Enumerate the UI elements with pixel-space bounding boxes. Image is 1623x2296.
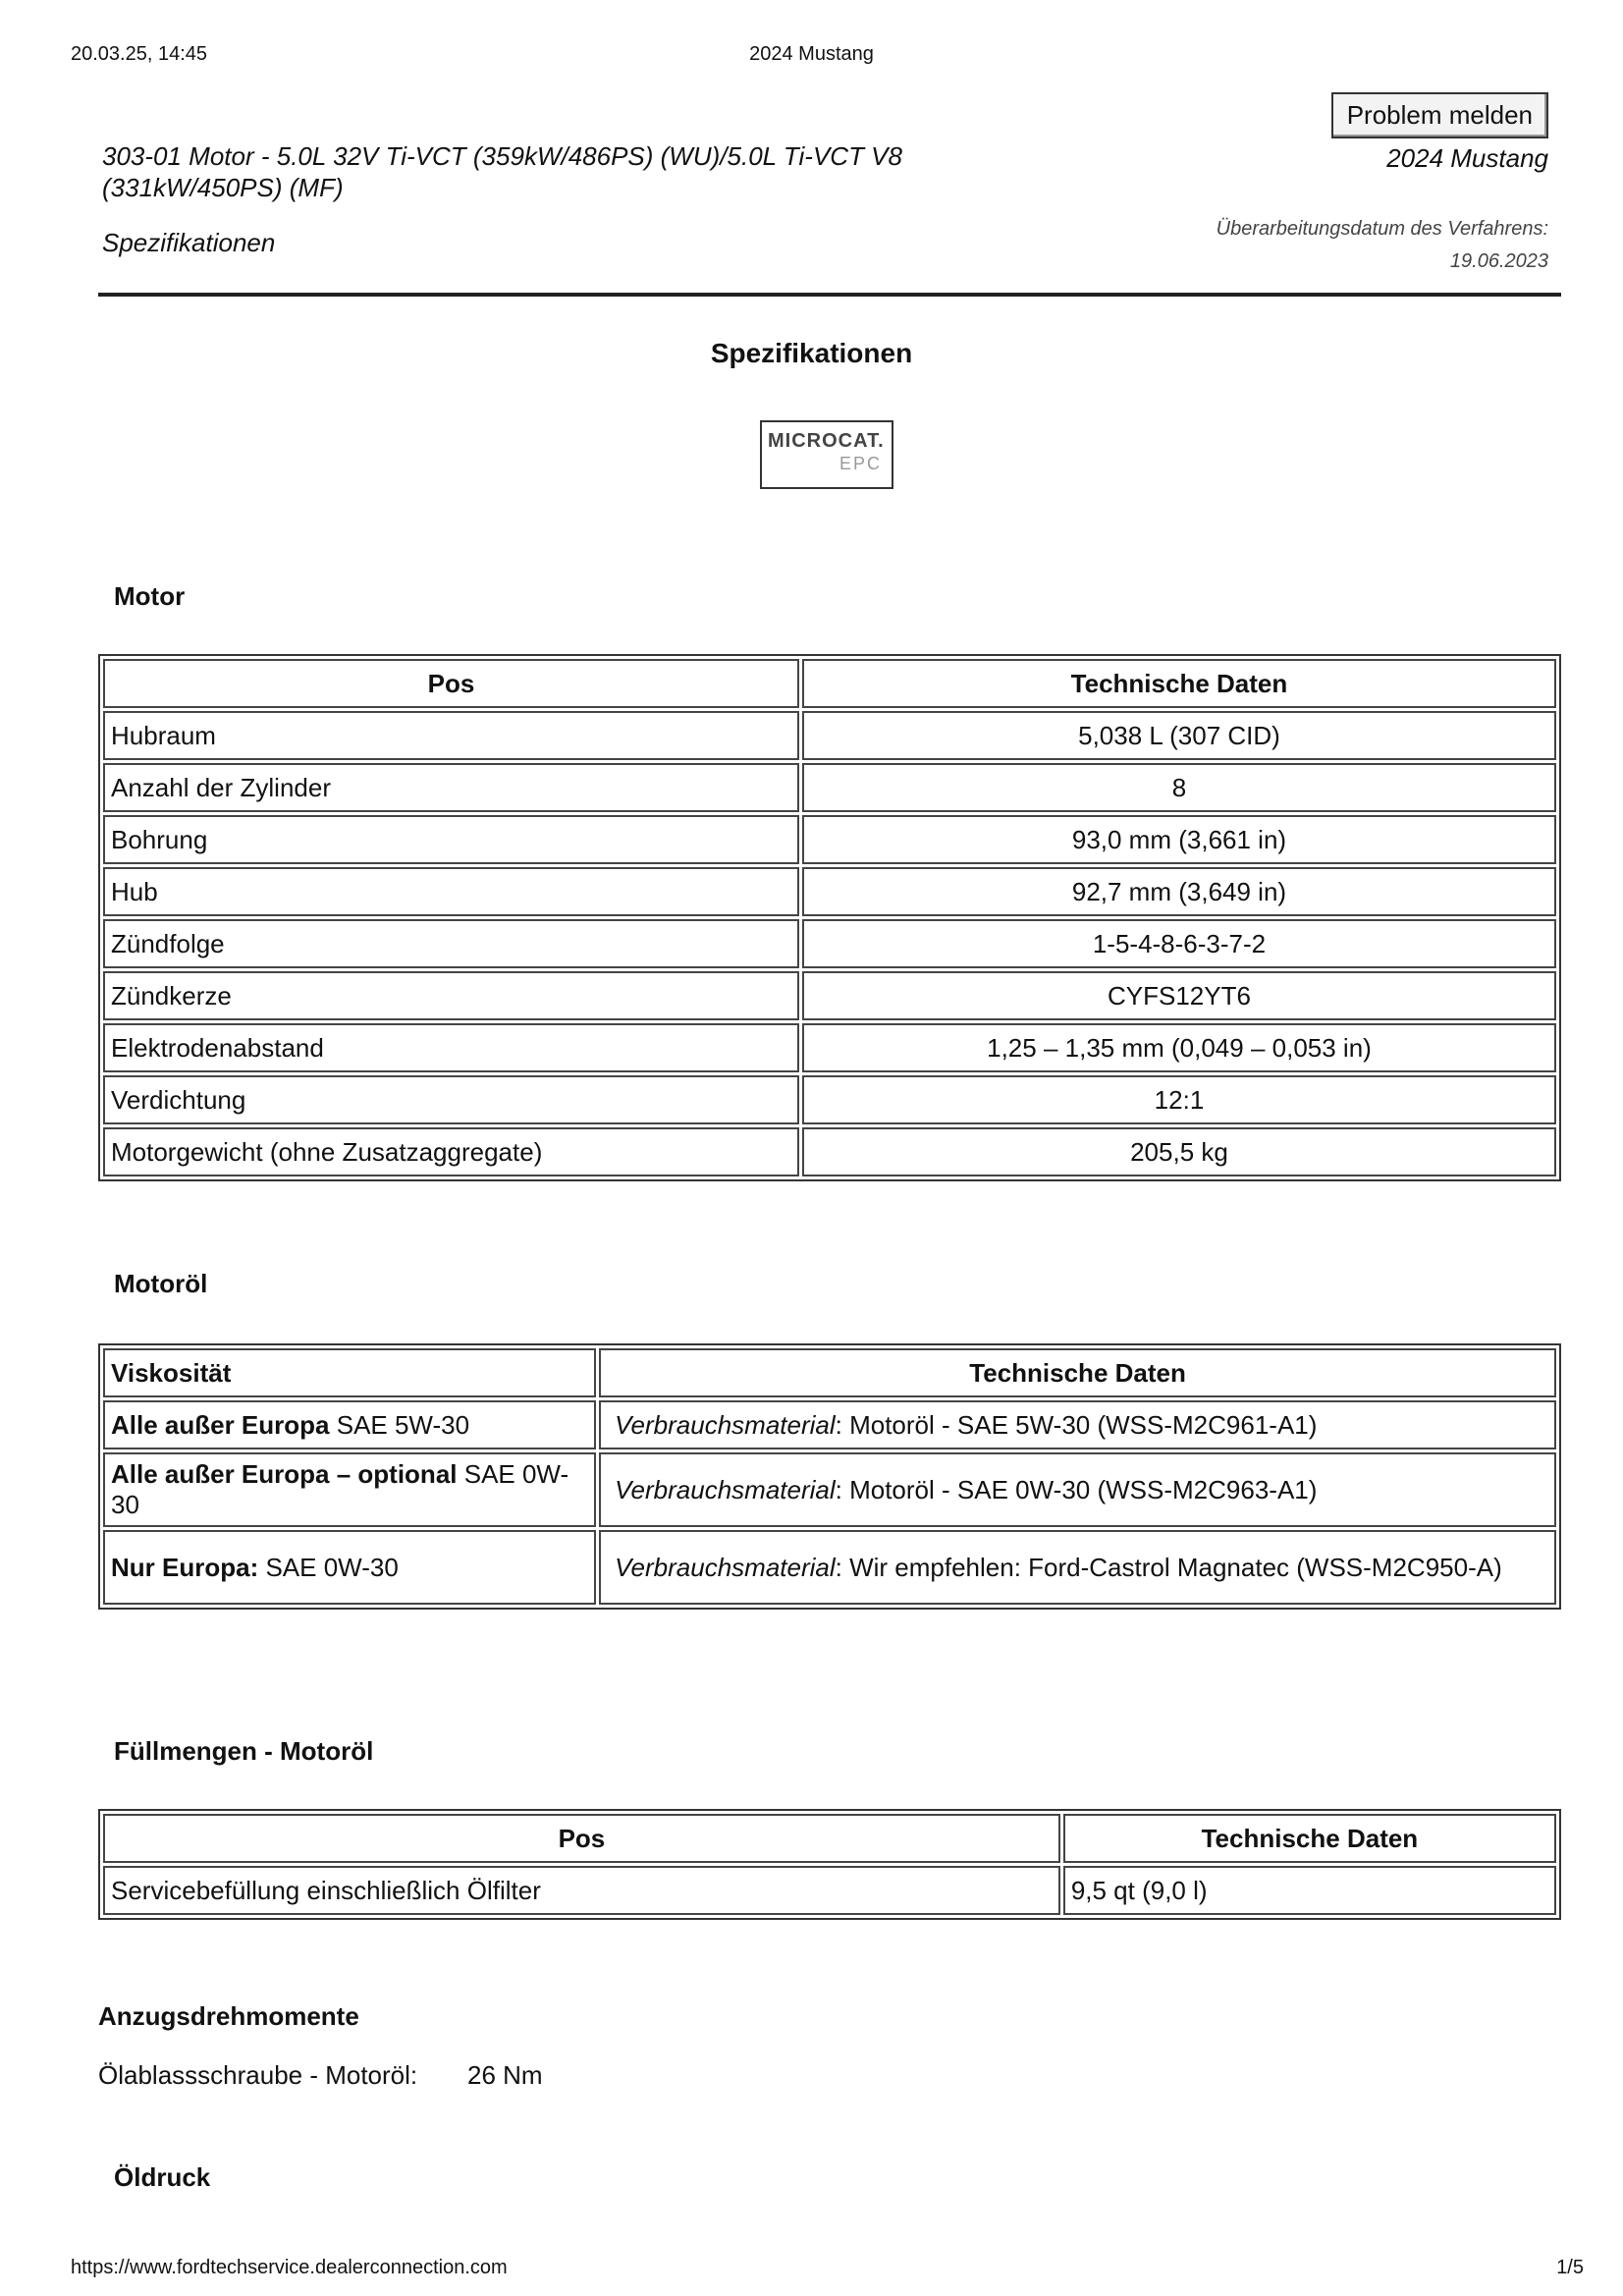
oil-viscosity: SAE 0W-30	[111, 1459, 569, 1519]
table-cell: 205,5 kg	[802, 1127, 1556, 1176]
table-header-row	[103, 659, 1556, 708]
logo-line1: MICROCAT.	[768, 430, 885, 452]
torque-label: Ölablassschraube - Motoröl:	[98, 2060, 418, 2090]
oil-viscosity: SAE 5W-30	[329, 1409, 470, 1440]
table-header-row	[103, 1814, 1556, 1863]
consumable-label: Verbrauchsmaterial	[615, 1409, 836, 1440]
table-row	[103, 971, 1556, 1020]
consumable-label: Verbrauchsmaterial	[615, 1474, 836, 1504]
table-row	[103, 1400, 1556, 1449]
table-row	[103, 919, 1556, 968]
column-header: Pos	[103, 659, 799, 708]
table-cell: 1,25 – 1,35 mm (0,049 – 0,053 in)	[802, 1023, 1556, 1072]
print-title: 2024 Mustang	[749, 43, 874, 65]
header-divider	[98, 293, 1561, 297]
procedure-title: 303-01 Motor - 5.0L 32V Ti-VCT (359kW/486PS) (WU)/5.0L Ti-VCT V8 (331kW/450PS) (MF)	[102, 141, 902, 202]
table-row	[103, 1866, 1556, 1915]
column-header: Technische Daten	[599, 1348, 1556, 1397]
column-header: Viskosität	[103, 1348, 596, 1397]
column-header: Pos	[103, 1814, 1060, 1863]
oil-table	[98, 1343, 1561, 1610]
motor-table	[98, 654, 1561, 1181]
oil-region: Alle außer Europa	[111, 1409, 330, 1440]
report-problem-button[interactable]: Problem melden	[1331, 92, 1548, 138]
table-row	[103, 867, 1556, 916]
table-row	[103, 1127, 1556, 1176]
print-datetime: 20.03.25, 14:45	[71, 43, 208, 65]
consumable-value: : Motoröl - SAE 5W-30 (WSS-M2C961-A1)	[835, 1409, 1318, 1440]
page-title: Spezifikationen	[710, 338, 913, 368]
table-cell: Zündkerze	[103, 971, 799, 1020]
table-cell: Hubraum	[103, 711, 799, 760]
table-row	[103, 763, 1556, 812]
oil-region: Nur Europa:	[111, 1552, 259, 1582]
table-cell: Motorgewicht (ohne Zusatzaggregate)	[103, 1127, 799, 1176]
table-row	[103, 1452, 1556, 1527]
table-row	[103, 711, 1556, 760]
table-cell: Servicebefüllung einschließlich Ölfilter	[103, 1866, 1060, 1915]
table-cell: 9,5 qt (9,0 l)	[1063, 1866, 1556, 1915]
microcat-logo	[760, 420, 893, 489]
page-number: 1/5	[1556, 2257, 1584, 2278]
table-cell: 92,7 mm (3,649 in)	[802, 867, 1556, 916]
revision-label: Überarbeitungsdatum des Verfahrens:	[1216, 218, 1548, 240]
revision-date: 19.06.2023	[1449, 250, 1548, 272]
table-row	[103, 815, 1556, 864]
table-cell: Zündfolge	[103, 919, 799, 968]
table-cell: 93,0 mm (3,661 in)	[802, 815, 1556, 864]
table-cell: CYFS12YT6	[802, 971, 1556, 1020]
table-cell: Hub	[103, 867, 799, 916]
pressure-section-title: Öldruck	[114, 2162, 211, 2192]
footer-url[interactable]: https://www.fordtechservice.dealerconnection.com	[71, 2257, 508, 2278]
column-header: Technische Daten	[802, 659, 1556, 708]
column-header: Technische Daten	[1063, 1814, 1556, 1863]
table-cell	[599, 1400, 1556, 1449]
torque-section-title: Anzugsdrehmomente	[98, 2001, 359, 2031]
table-header-row	[103, 1348, 1556, 1397]
torque-value: 26 Nm	[467, 2060, 543, 2090]
consumable-value: : Wir empfehlen: Ford-Castrol Magnatec (WSS-M2C950-A)	[835, 1552, 1502, 1582]
fill-section-title: Füllmengen - Motoröl	[114, 1736, 374, 1766]
fill-table	[98, 1809, 1561, 1920]
consumable-value: : Motoröl - SAE 0W-30 (WSS-M2C963-A1)	[835, 1474, 1318, 1504]
table-cell	[599, 1530, 1556, 1605]
table-cell	[103, 1530, 596, 1605]
section-name: Spezifikationen	[102, 228, 276, 257]
table-cell: Verdichtung	[103, 1075, 799, 1124]
table-cell: 1-5-4-8-6-3-7-2	[802, 919, 1556, 968]
table-cell: 8	[802, 763, 1556, 812]
motor-section-title: Motor	[114, 581, 186, 611]
table-cell: 12:1	[802, 1075, 1556, 1124]
table-cell	[103, 1400, 596, 1449]
table-row	[103, 1023, 1556, 1072]
table-cell: Anzahl der Zylinder	[103, 763, 799, 812]
table-cell	[599, 1452, 1556, 1527]
table-cell: Bohrung	[103, 815, 799, 864]
oil-region: Alle außer Europa – optional	[111, 1459, 458, 1489]
model-name: 2024 Mustang	[1386, 143, 1548, 173]
table-cell: Elektrodenabstand	[103, 1023, 799, 1072]
oil-section-title: Motoröl	[114, 1269, 208, 1298]
consumable-label: Verbrauchsmaterial	[615, 1552, 836, 1582]
table-cell: 5,038 L (307 CID)	[802, 711, 1556, 760]
table-row	[103, 1530, 1556, 1605]
logo-line2: EPC	[839, 454, 882, 473]
oil-viscosity: SAE 0W-30	[258, 1552, 399, 1582]
table-cell	[103, 1452, 596, 1527]
table-row	[103, 1075, 1556, 1124]
